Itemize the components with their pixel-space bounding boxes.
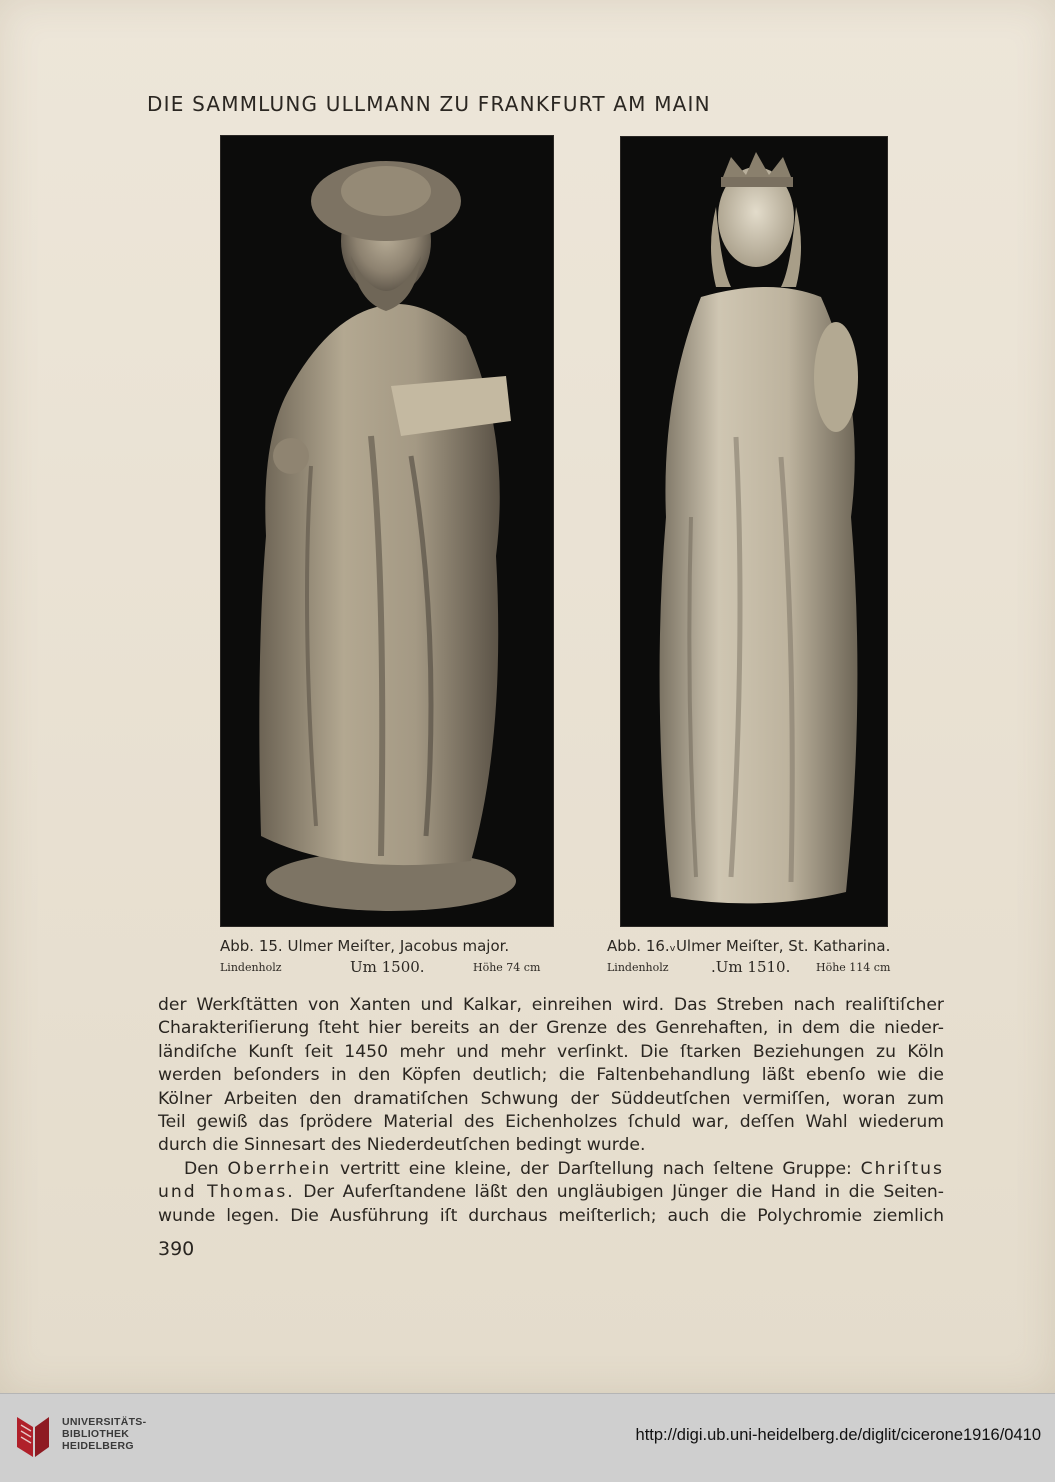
text-line: Teil gewiß das ſprödere Material des Eichenholzes ſchuld war, deſſen Wahl wiederum [158,1112,944,1133]
body-text [158,994,944,1228]
text-line: ländiſche Kunſt ſeit 1450 mehr und mehr verſinkt. Die ſtarken Beziehungen zu Köln [158,1041,944,1062]
library-footer [0,1393,1055,1482]
figure-15-date: Um 1500. [350,958,425,976]
figure-15-height: Höhe 74 cm [473,961,541,974]
text-line: der Werkſtätten von Xanten und Kalkar, einreihen wird. Das Streben nach realiſtiſcher [158,995,944,1015]
figure-15-image [221,136,553,926]
university-library-logo-icon [13,1413,53,1461]
emphasis-und-thomas: und Thomas. [158,1182,295,1203]
text-span: vertritt eine kleine, der Darſtellung nach ſeltene Gruppe: [331,1158,861,1179]
figure-15-material: Lindenholz [220,961,282,974]
figure-16-caption: Abb. 16.ᵥUlmer Meiſter, St. Katharina. [607,937,891,955]
figure-16-height: Höhe 114 cm [816,961,891,974]
page-number: 390 [158,1238,195,1260]
logo-line: HEIDELBERG [62,1440,134,1452]
text-line: durch die Sinnesart des Niederdeutſchen bedingt wurde. [158,1135,646,1156]
text-line [158,1158,944,1181]
katharina-sculpture-image [621,137,887,926]
logo-line: BIBLIOTHEK [62,1428,130,1440]
text-span: Der Auferſtandene läßt den ungläubigen Jünger die Hand in die Seiten- [294,1182,944,1203]
text-line: Kölner Arbeiten den dramatiſchen Schwung der Süddeutſchen vermiſſen, woran zum [158,1088,944,1109]
source-url-link[interactable]: http://digi.ub.uni-heidelberg.de/diglit/cicerone1916/0410 [635,1426,1041,1444]
text-span: Den [184,1158,228,1179]
figure-15-caption: Abb. 15. Ulmer Meiſter, Jacobus major. [220,937,510,955]
library-logo-text [62,1416,146,1452]
text-line: werden beſonders in den Köpfen deutlich; die Faltenbehandlung läßt ebenſo wie die [158,1065,944,1086]
figure-16-date: .Um 1510. [711,958,791,976]
logo-line: UNIVERSITÄTS- [62,1416,147,1428]
figure-16-image [621,137,887,926]
emphasis-oberrhein: Oberrhein [227,1158,332,1179]
text-line: Charakteriſierung ſteht hier bereits an der Grenze des Genrehaften, in dem die nieder- [158,1018,944,1039]
emphasis-christus: Chriſtus [860,1158,944,1179]
text-line: wunde legen. Die Ausführung iſt durchaus meiſterlich; auch die Polychromie ziemlich [158,1205,944,1226]
figure-16-material: Lindenholz [607,961,669,974]
jacobus-sculpture-image [221,136,553,926]
text-line [158,1181,944,1204]
running-head: DIE SAMMLUNG ULLMANN ZU FRANKFURT AM MAIN [147,92,711,116]
